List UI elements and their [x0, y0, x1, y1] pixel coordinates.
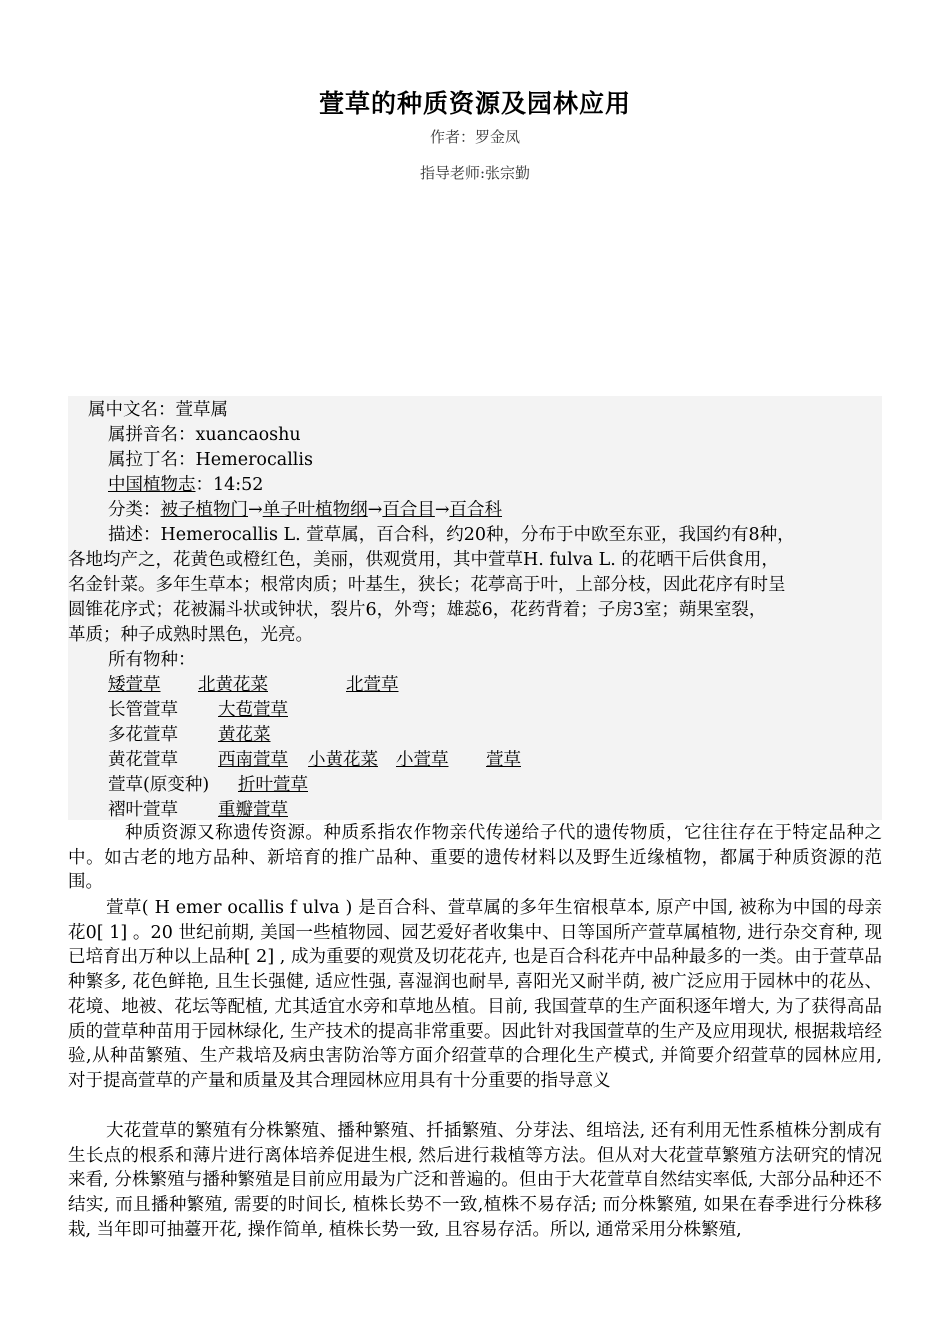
species-link[interactable]: 小黄花菜	[308, 750, 378, 770]
flora-row	[108, 473, 263, 497]
species-link[interactable]: 折叶萱草	[238, 775, 308, 795]
description-line: 名金针菜。多年生草本；根常肉质；叶基生，狭长；花葶高于叶，上部分枝，因此花序有时呈	[68, 575, 786, 595]
description-line: 圆锥花序式；花被漏斗状或钟状，裂片6，外弯；雄蕊6，花药背着；子房3室；蒴果室裂，	[68, 600, 767, 620]
species-name: 多花萱草	[108, 725, 178, 745]
description-line: 描述：Hemerocallis L. 萱草属，百合科，约20种，分布于中欧至东亚，我国约有8种，	[108, 525, 795, 545]
classification-row	[108, 498, 502, 522]
species-link[interactable]: 西南萱草	[218, 750, 288, 770]
body-paragraph: 种质资源又称遗传资源。种质系指农作物亲代传递给子代的遗传物质，它往往存在于特定品种之中。如古老的地方品种、新培育的推广品种、重要的遗传材料以及野生近缘植物，都属于种质资源的范围。	[68, 823, 882, 893]
genus-pinyin: 属拼音名：xuancaoshu	[108, 425, 301, 445]
advisor-line: 指导老师:张宗勤	[419, 164, 531, 182]
body-paragraph: 大花萱草的繁殖有分株繁殖、播种繁殖、扦插繁殖、分芽法、组培法, 还有利用无性系植株分割成有生长点的根系和薄片进行离体培养促进生根, 然后进行栽植等方法。但从对大花萱草繁殖方法研究的情况来看, 分株繁殖与播种繁殖是目前应用最为广泛和普遍的。但由于大花萱草自然结实率低, 大部分品种还不结实, 而且播种繁殖, 需要的时间长, 植株长势不一致,植株不易存活; 而分株繁殖, 如果在春季进行分株移栽, 当年即可抽薹开花, 操作简单, 植株长势一致, 且容易存活。所以, 通常采用分株繁殖,	[68, 1121, 882, 1240]
flora-value: ：14:52	[195, 475, 264, 495]
species-name: 萱草(原变种)	[108, 775, 210, 795]
species-label: 所有物种：	[108, 650, 196, 670]
species-name: 黄花萱草	[108, 750, 178, 770]
class-link-class[interactable]: 单子叶植物纲	[262, 500, 368, 520]
class-link-order[interactable]: 百合目	[382, 500, 435, 520]
arrow-icon: →	[434, 500, 450, 520]
species-name: 长管萱草	[108, 700, 178, 720]
arrow-icon: →	[248, 500, 263, 520]
species-link[interactable]: 萱草	[486, 750, 521, 770]
author-line: 作者：罗金凤	[429, 128, 520, 146]
body-paragraph: 萱草( H emer ocallis f ulva ) 是百合科、萱草属的多年生宿根草本, 原产中国, 被称为中国的母亲花0[ 1] 。20 世纪前期, 美国一些植物园、园艺爱好者收集中、日等国所产萱草属植物, 进行杂交育种, 现已培育出万种以上品种[ 2] , 成为重要的观赏及切花花卉, 也是百合科花卉中品种最多的一类。由于萱草品种繁多, 花色鲜艳, 且生长强健, 适应性强, 喜湿润也耐旱, 喜阳光又耐半荫, 被广泛应用于园林中的花丛、花境、地被、花坛等配植, 尤其适宜水旁和草地丛植。目前, 我国萱草的生产面积逐年增大, 为了获得高品质的萱草种苗用于园林绿化, 生产技术的提高非常重要。因此针对我国萱草的生产及应用现状, 根据栽培经验,从种苗繁殖、生产栽培及病虫害防治等方面介绍萱草的合理化生产模式, 并简要介绍萱草的园林应用, 对于提高萱草的产量和质量及其合理园林应用具有十分重要的指导意义	[68, 898, 882, 1091]
class-link-phylum[interactable]: 被子植物门	[160, 500, 248, 520]
species-link[interactable]: 小萱草	[396, 750, 449, 770]
arrow-icon: →	[367, 500, 383, 520]
page-title: 萱草的种质资源及园林应用	[318, 89, 631, 118]
species-link[interactable]: 北萱草	[346, 675, 399, 695]
genus-info-box	[68, 396, 882, 820]
species-link[interactable]: 黄花菜	[218, 725, 271, 745]
species-link[interactable]: 重瓣萱草	[218, 800, 288, 820]
species-link[interactable]: 大苞萱草	[218, 700, 288, 720]
classification-label: 分类：	[108, 500, 161, 520]
flora-link[interactable]: 中国植物志	[108, 475, 196, 495]
description-line: 革质；种子成熟时黑色，光亮。	[68, 625, 313, 645]
genus-latin: 属拉丁名：Hemerocallis	[108, 450, 313, 470]
species-link[interactable]: 矮萱草	[108, 675, 161, 695]
genus-cn: 属中文名：萱草属	[88, 400, 228, 420]
species-name: 褶叶萱草	[108, 800, 178, 820]
species-link[interactable]: 北黄花菜	[198, 675, 268, 695]
class-link-family[interactable]: 百合科	[449, 500, 503, 520]
description-line: 各地均产之，花黄色或橙红色，美丽，供观赏用，其中萱草H. fulva L. 的花晒干后供食用，	[68, 550, 779, 570]
